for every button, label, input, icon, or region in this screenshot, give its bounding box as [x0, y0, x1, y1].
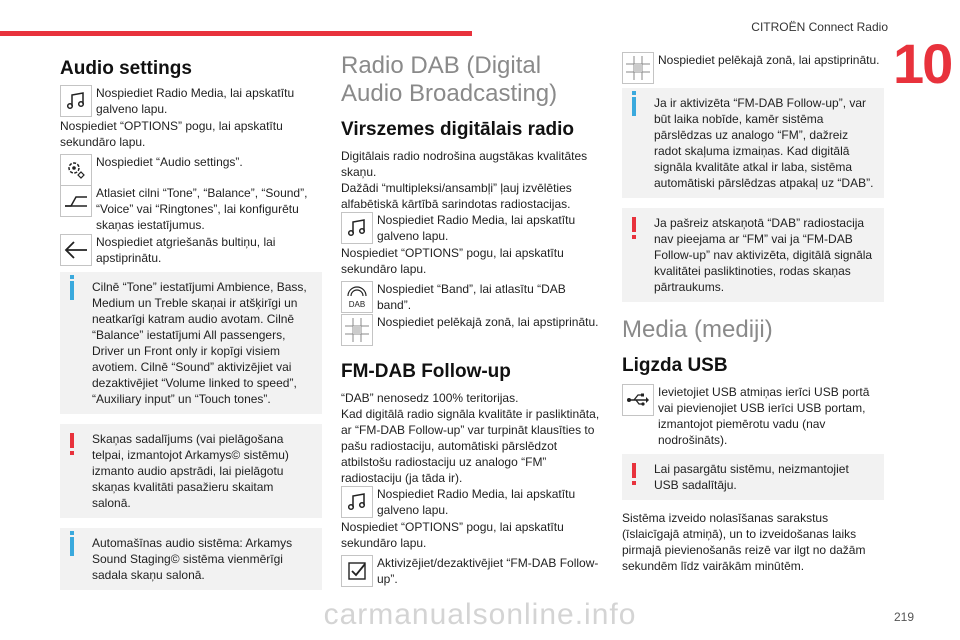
step-text: Atlasiet cilni “Tone”, “Balance”, “Sound”, “Voice” vai “Ringtones”, lai konfigurētu skaņas iestatījumus. [96, 186, 308, 232]
step-text: Nospiediet pelēkajā zonā, lai apstiprinātu. [377, 315, 599, 329]
section-title-radio-dab: Radio DAB (Digital Audio Broadcasting) [341, 52, 558, 107]
step-grey-zone [341, 314, 603, 344]
back-arrow-icon [60, 234, 92, 266]
step-text: Ievietojiet USB atmiņas ierīci USB portā vai pievienojiet USB ierīci USB portam, izmantojot piemērotu vadu (nav nodrošināts). [658, 385, 870, 447]
chapter-number: 10 [893, 32, 952, 95]
subsection-title-fm-dab: FM-DAB Follow-up [341, 361, 511, 382]
section-title-media: Media (mediji) [622, 316, 773, 343]
svg-text:DAB: DAB [348, 300, 366, 309]
header-accent-bar [0, 31, 472, 36]
paragraph: Nospiediet “OPTIONS” pogu, lai apskatītu sekundāro lapu. [341, 520, 564, 550]
step-band [341, 281, 603, 313]
grid-icon [622, 52, 654, 84]
tab-icon [60, 185, 92, 217]
warning-box [622, 454, 884, 500]
step-text: Nospiediet Radio Media, lai apskatītu galveno lapu. [377, 487, 576, 517]
step-text: Nospiediet Radio Media, lai apskatītu galveno lapu. [377, 213, 576, 243]
info-text: Ja ir aktivizēta “FM-DAB Follow-up”, var būt laika nobīde, kamēr sistēma pārslēdzas uz analogo “FM”, dažreiz radot skaļuma izmaiņas. Kad digitālā signāla kvalitāte atkal ir laba, sistēma automātiski pārslēdzas atpakaļ uz “DAB”. [654, 96, 874, 190]
paragraph: Sistēma izveido nolasīšanas sarakstus (īslaicīgajā atmiņā), un to izveidošanas laiks pirmajā pievienošanās reizē var ilgt no dažām sekundēm līdz vairākām minūtēm. [622, 511, 866, 573]
step-usb [622, 384, 884, 448]
warning-text: Skaņas sadalījums (vai pielāgošana telpai, izmantojot Arkamys© sistēmu) izmanto audio apstrādi, lai pielāgotu skaņas kvalitāti pasažieru skaitam salonā. [92, 432, 289, 510]
music-note-icon [341, 212, 373, 244]
music-note-icon [341, 486, 373, 518]
step-radio-media [341, 212, 603, 244]
usb-icon [622, 384, 654, 416]
warning-box [60, 424, 322, 518]
page-number: 219 [893, 610, 914, 624]
step-toggle-follow-up [341, 555, 603, 587]
step-text: Aktivizējiet/dezaktivējiet “FM-DAB Follow-up”. [377, 556, 599, 586]
step-grey-zone [622, 52, 884, 82]
warning-icon [632, 463, 636, 478]
grid-icon [341, 314, 373, 346]
step-select-tab [60, 185, 322, 233]
checkbox-icon [341, 555, 373, 587]
info-text: Automašīnas audio sistēma: Arkamys Sound Staging© sistēma vienmērīgi sadala skaņu salonā. [92, 536, 293, 582]
column-audio-settings [60, 52, 322, 600]
step-radio-media [60, 85, 322, 117]
music-note-icon [60, 85, 92, 117]
warning-icon [632, 217, 636, 232]
paragraph: Nospiediet “OPTIONS” pogu, lai apskatītu sekundāro lapu. [60, 119, 283, 149]
running-header: CITROËN Connect Radio [751, 20, 888, 34]
paragraph: Nospiediet “OPTIONS” pogu, lai apskatītu sekundāro lapu. [341, 246, 564, 276]
info-box [60, 528, 322, 590]
info-text: Cilnē “Tone” iestatījumi Ambience, Bass, Medium un Treble skaņai ir atšķirīgi un neatkarīgi katram audio avotam. Cilnē “Balance” iestatījumi All passengers, Driver un Front only ir kopīgi visiem avotiem. Cilnē “Sound” aktivizējiet vai dezaktivējiet “Volume linked to speed”, “Auxiliary input” un “Touch tones”. [92, 280, 307, 406]
warning-icon [70, 433, 74, 448]
paragraph: Kad digitālā radio signāla kvalitāte ir pasliktināta, ar “FM-DAB Follow-up” var turpināt klausīties to pašu radiostaciju, automātiski pārslēdzot atbilstošu radiostaciju uz analogo “FM” radiostaciju (ja tāda ir). [341, 407, 600, 485]
subsection-title-terrestrial: Virszemes digitālais radio [341, 119, 575, 140]
step-text: Nospiediet Radio Media, lai apskatītu galveno lapu. [96, 86, 295, 116]
step-text: Nospiediet “Audio settings”. [96, 155, 243, 169]
settings-gear-icon [60, 154, 92, 186]
column-radio-dab [341, 52, 603, 588]
warning-text: Lai pasargātu sistēmu, neizmantojiet USB sadalītāju. [654, 462, 849, 492]
paragraph: Digitālais radio nodrošina augstākas kvalitātes skaņu. [341, 149, 588, 179]
paragraph: “DAB” nenosedz 100% teritorijas. [341, 391, 519, 405]
section-title-audio-settings: Audio settings [60, 58, 192, 79]
paragraph: Dažādi “multipleksi/ansambļi” ļauj izvēlēties alfabētiskā kārtībā sarindotas radiostacijas. [341, 181, 572, 211]
warning-box [622, 208, 884, 302]
step-text: Nospiediet atgriešanās bultiņu, lai apstiprinātu. [96, 235, 276, 265]
info-box [622, 88, 884, 198]
step-audio-settings [60, 154, 322, 184]
step-text: Nospiediet pelēkajā zonā, lai apstiprinātu. [658, 53, 880, 67]
step-text: Nospiediet “Band”, lai atlasītu “DAB band”. [377, 282, 566, 312]
info-icon [70, 537, 74, 556]
info-icon [632, 97, 636, 116]
info-box [60, 272, 322, 414]
step-back-arrow [60, 234, 322, 266]
warning-text: Ja pašreiz atskaņotā “DAB” radiostacija nav pieejama ar “FM” vai ja “FM-DAB Follow-up” nav aktivizēta, digitālā signāla kvalitātei pasliktinoties, rodas skaņas pārtraukums. [654, 216, 873, 294]
subsection-title-usb: Ligzda USB [622, 355, 728, 376]
info-icon [70, 281, 74, 300]
watermark: carmanualsonline.info [323, 598, 637, 631]
column-media [622, 52, 884, 574]
dab-band-icon [341, 281, 373, 313]
step-radio-media [341, 486, 603, 518]
